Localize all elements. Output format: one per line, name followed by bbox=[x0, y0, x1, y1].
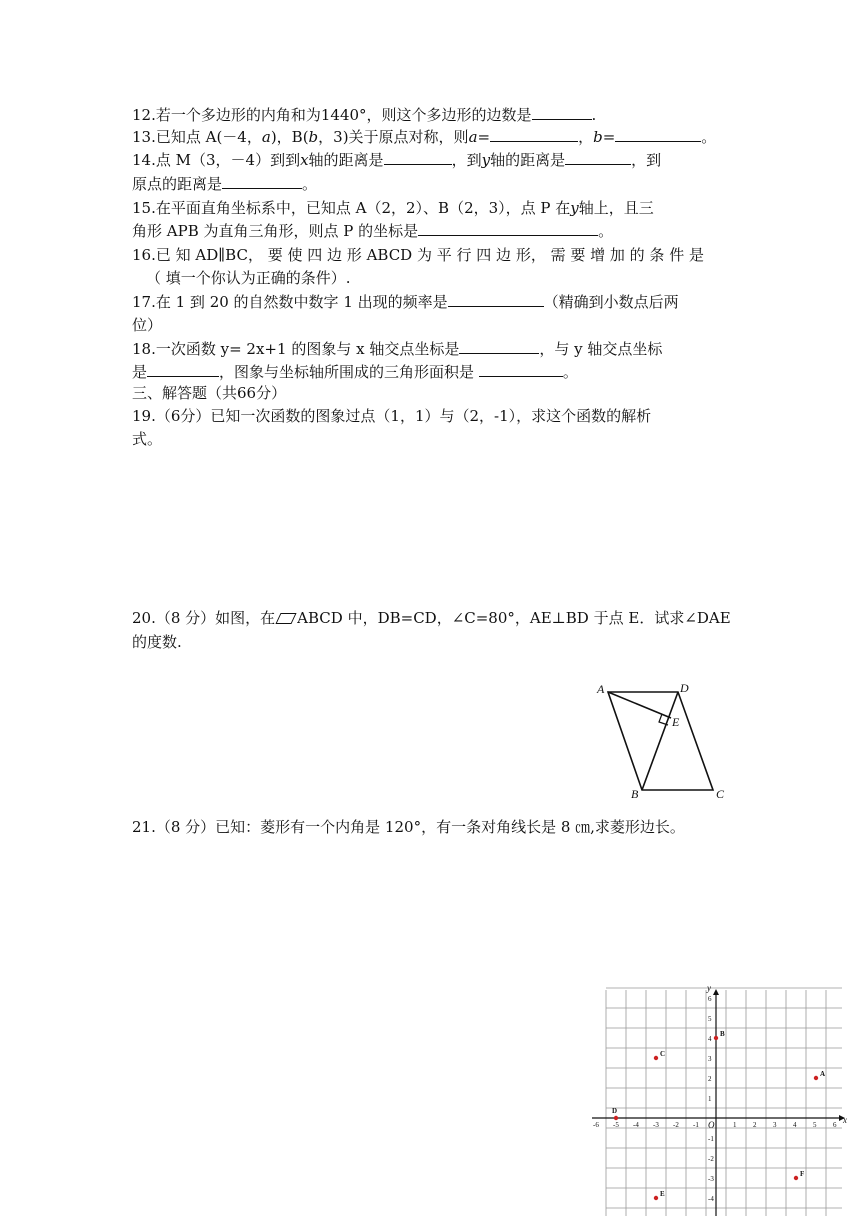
y-tick-label: -4 bbox=[708, 1195, 714, 1203]
question-12: 12.若一个多边形的内角和为1440°，则这个多边形的边数是 . bbox=[132, 106, 597, 124]
point-e bbox=[654, 1196, 658, 1200]
point-d bbox=[614, 1116, 618, 1120]
x-tick-label: 2 bbox=[753, 1121, 757, 1129]
answer-blank bbox=[459, 338, 539, 354]
question-20-line2: 的度数. bbox=[132, 633, 182, 651]
question-17: 17.在 1 到 20 的自然数中数字 1 出现的频率是 （精确到小数点后两 bbox=[132, 293, 679, 311]
x-tick-label: -3 bbox=[653, 1121, 659, 1129]
question-14: 14.点 M（3，－4）到到x轴的距离是 ，到y轴的距离是 ，到 bbox=[132, 151, 662, 169]
point-b bbox=[714, 1036, 718, 1040]
parallelogram-figure bbox=[590, 680, 730, 802]
section-heading: 三、解答题（共66分） bbox=[132, 384, 287, 402]
answer-blank bbox=[222, 173, 302, 189]
question-16: 16.已 知 AD∥BC， 要 使 四 边 形 ABCD 为 平 行 四 边 形， 需 要 增 加 的 条 件 是 bbox=[132, 246, 704, 264]
question-16-line2: （ 填一个你认为正确的条件）. bbox=[146, 269, 351, 287]
y-tick-label: 5 bbox=[708, 1015, 712, 1023]
x-tick-label: -5 bbox=[613, 1121, 619, 1129]
y-tick-label: 2 bbox=[708, 1075, 712, 1083]
answer-blank bbox=[532, 104, 592, 120]
answer-blank bbox=[615, 126, 701, 142]
y-tick-label: -2 bbox=[708, 1155, 714, 1163]
y-tick-label: 4 bbox=[708, 1035, 712, 1043]
question-20: 20.（8 分）如图，在 ABCD 中，DB=CD，∠C=80°，AE⊥BD 于点 E．试求∠DAE bbox=[132, 609, 731, 627]
point-label-f: F bbox=[800, 1170, 805, 1178]
answer-blank bbox=[479, 361, 563, 377]
question-21: 21.（8 分）已知：菱形有一个内角是 120°，有一条对角线长是 8 ㎝,求菱形边长。 bbox=[132, 818, 685, 836]
question-13: 13.已知点 A(－4，a)，B(b，3)关于原点对称，则a= ，b= 。 bbox=[132, 128, 717, 146]
x-tick-label: -4 bbox=[633, 1121, 639, 1129]
label-d: D bbox=[680, 681, 689, 695]
question-17-line2: 位） bbox=[132, 316, 163, 334]
answer-blank bbox=[565, 149, 631, 165]
x-tick-label: 6 bbox=[833, 1121, 837, 1129]
y-tick-label: -3 bbox=[708, 1175, 714, 1183]
question-19-line2: 式。 bbox=[132, 430, 163, 448]
point-f bbox=[794, 1176, 798, 1180]
origin-label: O bbox=[708, 1120, 715, 1130]
x-tick-label: 5 bbox=[813, 1121, 817, 1129]
y-tick-label: 6 bbox=[708, 995, 712, 1003]
y-tick-label: -1 bbox=[708, 1135, 714, 1143]
point-label-d: D bbox=[612, 1107, 618, 1115]
question-14-line2: 原点的距离是 。 bbox=[132, 175, 318, 193]
question-18: 18.一次函数 y= 2x+1 的图象与 x 轴交点坐标是 ，与 y 轴交点坐标 bbox=[132, 340, 663, 358]
answer-blank bbox=[147, 361, 219, 377]
point-c bbox=[654, 1056, 658, 1060]
question-15: 15.在平面直角坐标系中，已知点 A（2，2）、B（2，3），点 P 在y轴上，且三 bbox=[132, 199, 654, 217]
y-axis-label: y bbox=[707, 983, 711, 993]
point-a bbox=[814, 1076, 818, 1080]
question-19: 19.（6分）已知一次函数的图象过点（1，1）与（2，-1），求这个函数的解析 bbox=[132, 407, 652, 425]
point-label-b: B bbox=[720, 1030, 725, 1038]
question-15-line2: 角形 APB 为直角三角形，则点 P 的坐标是 。 bbox=[132, 222, 614, 240]
answer-blank bbox=[384, 149, 452, 165]
coordinate-grid bbox=[586, 983, 848, 1214]
y-tick-label: 3 bbox=[708, 1055, 712, 1063]
y-axis-arrow bbox=[713, 989, 719, 995]
x-tick-label: -2 bbox=[673, 1121, 679, 1129]
y-tick-label: 1 bbox=[708, 1095, 712, 1103]
answer-blank bbox=[418, 220, 598, 236]
x-tick-label: -6 bbox=[593, 1121, 599, 1129]
x-tick-label: 4 bbox=[793, 1121, 797, 1129]
parallelogram-icon bbox=[276, 613, 297, 624]
x-tick-label: 3 bbox=[773, 1121, 777, 1129]
label-e: E bbox=[672, 715, 680, 729]
point-label-e: E bbox=[660, 1190, 665, 1198]
diagonal-db bbox=[642, 692, 678, 790]
x-tick-label: -1 bbox=[693, 1121, 699, 1129]
label-c: C bbox=[716, 787, 725, 801]
answer-blank bbox=[448, 291, 544, 307]
label-a: A bbox=[597, 682, 605, 696]
x-axis-label: x bbox=[843, 1115, 847, 1125]
question-18-line2: 是 ，图象与坐标轴所围成的三角形面积是 。 bbox=[132, 363, 578, 381]
point-label-c: C bbox=[660, 1050, 666, 1058]
point-label-a: A bbox=[820, 1070, 826, 1078]
answer-blank bbox=[490, 126, 578, 142]
x-tick-label: 1 bbox=[733, 1121, 737, 1129]
label-b: B bbox=[631, 787, 639, 801]
